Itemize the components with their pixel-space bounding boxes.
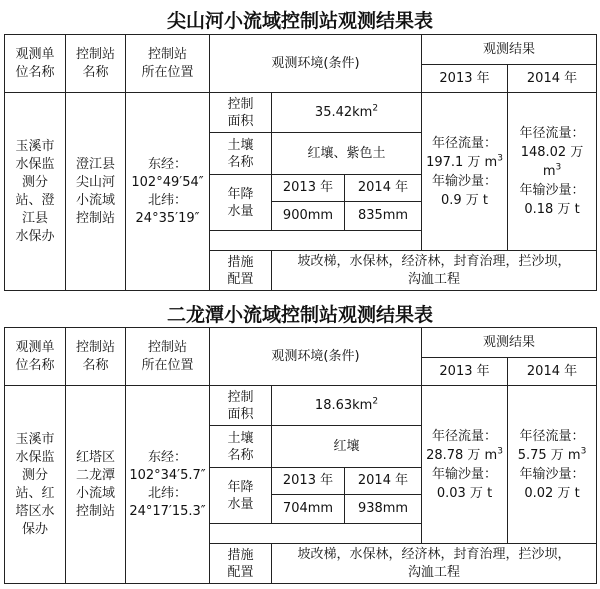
- header-year-2014: 2014 年: [508, 358, 597, 386]
- unit-name-cell: 玉溪市 水保监 测分 站、红 塔区水 保办: [5, 386, 66, 584]
- area-label: 控制 面积: [210, 386, 272, 426]
- runoff-2014: 年径流量： 148.02 万 m: [519, 126, 585, 179]
- rainfall-value-2014: 938mm: [345, 495, 422, 524]
- rainfall-value-2014: 835mm: [345, 202, 422, 231]
- measures-label: 措施 配置: [210, 544, 272, 584]
- sediment-2013: 年输沙量： 0.03 万 t: [432, 466, 498, 501]
- header-environment: 观测环境(条件): [210, 35, 422, 93]
- runoff-2014: 年径流量： 5.75 万 m: [517, 428, 585, 463]
- location-cell: 东经： 102°34′5.7″ 北纬： 24°17′15.3″: [126, 386, 210, 584]
- sediment-2013: 年输沙量： 0.9 万 t: [432, 173, 498, 208]
- measures-value: 坡改梯，水保林，经济林，封育治理，拦沙坝， 沟洫工程: [272, 544, 597, 584]
- table-2: [4, 327, 597, 584]
- rainfall-value-2013: 900mm: [272, 202, 345, 231]
- result-2014-cell: 年径流量： 5.75 万 $m^3$ 年输沙量： 0.02 万 t: [508, 386, 597, 544]
- header-station-location: 控制站 所在位置: [126, 328, 210, 386]
- sediment-2014: 年输沙量： 0.02 万 t: [519, 466, 585, 501]
- area-value: $18.63km^2$: [272, 386, 422, 426]
- station-name-cell: 红塔区 二龙潭 小流域 控制站: [66, 386, 126, 584]
- rainfall-year-2014: 2014 年: [345, 175, 422, 202]
- location-cell: 东经： 102°49′54″ 北纬： 24°35′19″: [126, 93, 210, 291]
- header-results: 观测结果: [422, 328, 597, 358]
- header-year-2013: 2013 年: [422, 65, 508, 93]
- runoff-2013: 年径流量： 197.1 万 m: [426, 135, 498, 170]
- rainfall-year-2013: 2013 年: [272, 468, 345, 495]
- soil-value: 红壤、紫色土: [272, 133, 422, 175]
- result-2013-cell: 年径流量： 28.78 万 $m^3$ 年输沙量： 0.03 万 t: [422, 386, 508, 544]
- result-2014-cell: 年径流量： 148.02 万 $m^3$ 年输沙量： 0.18 万 t: [508, 93, 597, 251]
- measures-value: 坡改梯，水保林，经济林，封育治理，拦沙坝， 沟洫工程: [272, 251, 597, 291]
- header-results: 观测结果: [422, 35, 597, 65]
- header-unit-name: 观测单 位名称: [5, 35, 66, 93]
- runoff-2013: 年径流量： 28.78 万 m: [426, 428, 498, 463]
- header-unit-name: 观测单 位名称: [5, 328, 66, 386]
- rainfall-value-2013: 704mm: [272, 495, 345, 524]
- header-station-location: 控制站 所在位置: [126, 35, 210, 93]
- soil-value: 红壤: [272, 426, 422, 468]
- area-value: $35.42km^2$: [272, 93, 422, 133]
- unit-name-cell: 玉溪市 水保监 测分 站、澄 江县 水保办: [5, 93, 66, 291]
- table-1: [4, 34, 597, 291]
- sediment-2014: 年输沙量： 0.18 万 t: [519, 183, 585, 217]
- header-year-2013: 2013 年: [422, 358, 508, 386]
- header-year-2014: 2014 年: [508, 65, 597, 93]
- header-station-name: 控制站 名称: [66, 35, 126, 93]
- header-environment: 观测环境(条件): [210, 328, 422, 386]
- soil-label: 土壤 名称: [210, 426, 272, 468]
- result-2013-cell: 年径流量： 197.1 万 $m^3$ 年输沙量： 0.9 万 t: [422, 93, 508, 251]
- station-name-cell: 澄江县 尖山河 小流域 控制站: [66, 93, 126, 291]
- rainfall-label: 年降 水量: [210, 175, 272, 231]
- rainfall-year-2014: 2014 年: [345, 468, 422, 495]
- area-label: 控制 面积: [210, 93, 272, 133]
- table-1-title: 尖山河小流域控制站观测结果表: [166, 10, 433, 32]
- rainfall-year-2013: 2013 年: [272, 175, 345, 202]
- header-station-name: 控制站 名称: [66, 328, 126, 386]
- rainfall-label: 年降 水量: [210, 468, 272, 524]
- table-2-title: 二龙潭小流域控制站观测结果表: [166, 304, 433, 326]
- soil-label: 土壤 名称: [210, 133, 272, 175]
- measures-label: 措施 配置: [210, 251, 272, 291]
